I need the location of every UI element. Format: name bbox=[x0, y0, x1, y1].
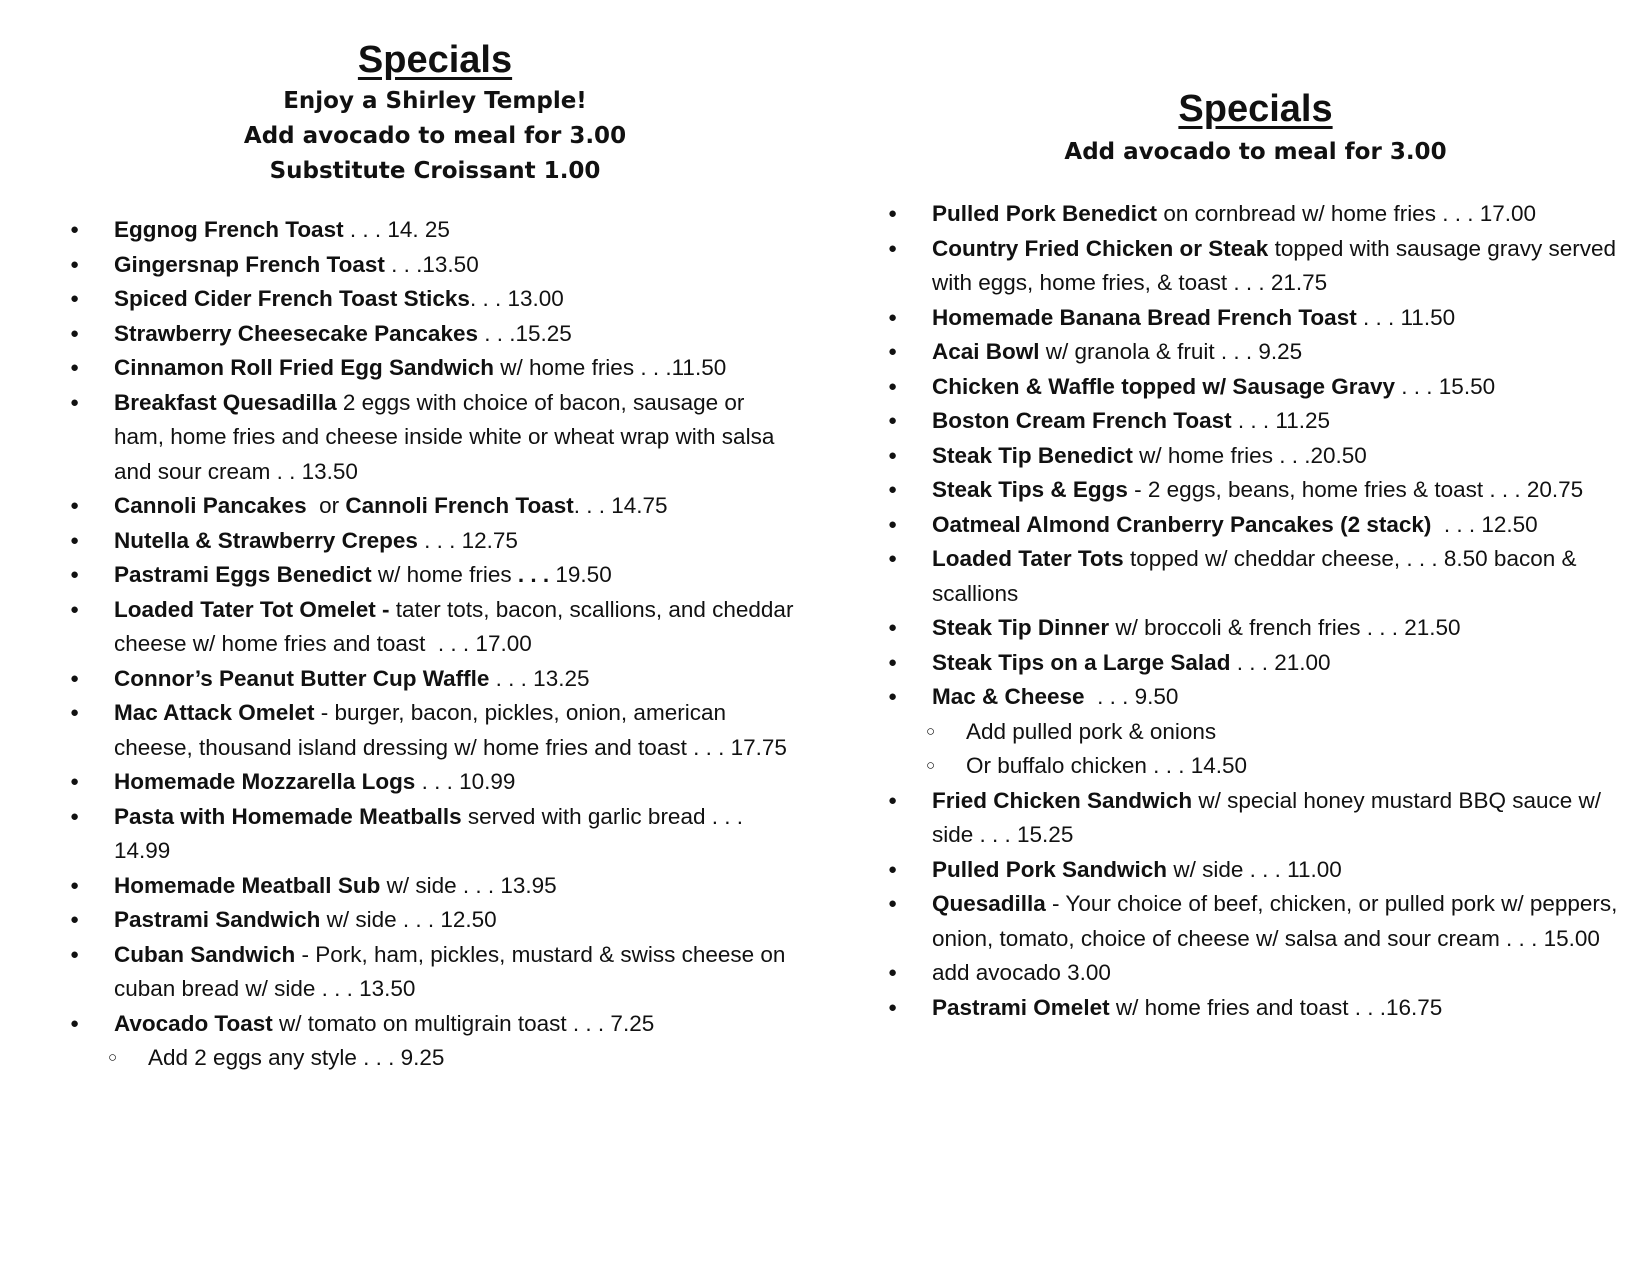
item-name: Mac & Cheese bbox=[932, 684, 1085, 709]
item-name: . . . bbox=[517, 562, 550, 587]
item-detail: w/ side . . . 12.50 bbox=[320, 907, 497, 932]
item-name: Strawberry Cheesecake Pancakes bbox=[114, 320, 478, 346]
item-detail: - Pork, ham, pickles, mustard & swiss cheese on cuban bread w/ side . . . 13.50 bbox=[114, 941, 792, 1001]
item-name: Homemade Banana Bread French Toast bbox=[932, 304, 1357, 330]
item-name: Oatmeal Almond Cranberry Pancakes (2 stack) bbox=[932, 511, 1432, 537]
menu-item bbox=[888, 232, 1623, 301]
item-detail: topped w/ cheddar cheese, . . . 8.50 bacon & scallions bbox=[932, 546, 1583, 606]
menu-item bbox=[888, 335, 1623, 370]
menu-item bbox=[70, 593, 800, 662]
sub-item: ○ Add pulled pork & onions bbox=[888, 715, 1623, 750]
menu-item bbox=[888, 784, 1623, 853]
item-name: Pastrami Sandwich bbox=[114, 907, 321, 932]
item-name: Mac Attack Omelet bbox=[114, 700, 315, 725]
item-detail: . . . 15.50 bbox=[1395, 373, 1496, 399]
left-menu-list bbox=[70, 213, 800, 1076]
item-detail: . . . 12.75 bbox=[417, 527, 518, 553]
item-detail: . . . 11.50 bbox=[1356, 304, 1456, 330]
menu-item bbox=[888, 853, 1623, 888]
item-name: Boston Cream French Toast bbox=[932, 408, 1232, 433]
menu-item bbox=[888, 542, 1623, 611]
menu-item bbox=[70, 903, 800, 938]
item-detail: . . . 14. 25 bbox=[343, 217, 450, 242]
item-detail: . . . 14.75 bbox=[573, 493, 668, 518]
item-name: Loaded Tater Tot Omelet - bbox=[114, 596, 390, 622]
menu-item bbox=[888, 404, 1623, 439]
menu-item bbox=[888, 887, 1623, 956]
item-detail: . . .15.25 bbox=[478, 320, 572, 346]
item-detail: 2 eggs with choice of bacon, sausage or ham, home fries and cheese inside white or wheat wrap with salsa and sour cream . . 13.50 bbox=[114, 389, 781, 484]
item-detail: . . . 11.25 bbox=[1231, 408, 1331, 433]
item-detail: . . . 12.50 bbox=[1431, 511, 1538, 537]
right-heading: Specials bbox=[1178, 88, 1333, 130]
item-name: Pasta with Homemade Meatballs bbox=[114, 803, 462, 829]
menu-item bbox=[70, 282, 800, 317]
item-detail: . . .13.50 bbox=[384, 251, 479, 277]
menu-item bbox=[70, 351, 800, 386]
item-detail: add avocado 3.00 bbox=[932, 960, 1111, 985]
item-name: Pastrami Eggs Benedict bbox=[114, 562, 372, 587]
menu-item bbox=[70, 800, 800, 869]
sub-list bbox=[888, 715, 1623, 784]
item-detail: served with garlic bread . . . 14.99 bbox=[114, 803, 750, 863]
item-name: Cinnamon Roll Fried Egg Sandwich bbox=[114, 355, 495, 380]
item-name: Homemade Mozzarella Logs bbox=[114, 769, 416, 794]
item-detail: topped with sausage gravy served with eggs, home fries, & toast . . . 21.75 bbox=[932, 235, 1623, 295]
item-name: Breakfast Quesadilla bbox=[114, 389, 337, 415]
left-heading: Specials bbox=[357, 39, 513, 81]
menu-item bbox=[888, 439, 1623, 474]
item-name: Steak Tip Dinner bbox=[932, 615, 1110, 640]
item-detail: w/ side . . . 11.00 bbox=[1167, 856, 1342, 882]
menu-item bbox=[888, 611, 1623, 646]
left-subhead: Add avocado to meal for 3.00 bbox=[243, 123, 627, 149]
menu-item bbox=[70, 869, 800, 904]
menu-item bbox=[888, 197, 1623, 232]
item-detail: w/ granola & fruit . . . 9.25 bbox=[1039, 339, 1303, 364]
item-detail: . . . 10.99 bbox=[415, 769, 516, 794]
item-detail: - 2 eggs, beans, home fries & toast . . . 20.75 bbox=[1127, 477, 1584, 502]
item-name: Steak Tips & Eggs bbox=[932, 477, 1128, 502]
item-detail: w/ side . . . 13.95 bbox=[380, 872, 557, 898]
menu-item bbox=[70, 213, 800, 248]
item-detail: 19.50 bbox=[549, 562, 612, 587]
item-name: Spiced Cider French Toast Sticks bbox=[114, 286, 470, 311]
menu-item bbox=[888, 680, 1623, 715]
item-name: Connor’s Peanut Butter Cup Waffle bbox=[114, 665, 490, 691]
menu-item bbox=[70, 524, 800, 559]
sub-item: ○ Add 2 eggs any style . . . 9.25 bbox=[70, 1041, 800, 1076]
item-name: Steak Tip Benedict bbox=[932, 442, 1133, 468]
sub-list bbox=[70, 1041, 800, 1076]
item-name: Fried Chicken Sandwich bbox=[932, 787, 1193, 813]
item-detail: . . . 13.25 bbox=[489, 665, 590, 691]
item-detail: w/ home fries . . .20.50 bbox=[1132, 442, 1367, 468]
left-column bbox=[70, 0, 800, 1076]
item-detail: w/ special honey mustard BBQ sauce w/ side . . . 15.25 bbox=[932, 787, 1608, 847]
item-detail: . . . 21.00 bbox=[1230, 649, 1331, 675]
item-name: Gingersnap French Toast bbox=[114, 251, 385, 277]
item-name: Eggnog French Toast bbox=[114, 217, 344, 242]
item-name: Pulled Pork Benedict bbox=[932, 201, 1158, 226]
item-name: Loaded Tater Tots bbox=[932, 546, 1124, 571]
item-name: Pastrami Omelet bbox=[932, 994, 1110, 1020]
menu-item bbox=[888, 956, 1623, 991]
item-name: Steak Tips on a Large Salad bbox=[932, 649, 1231, 675]
left-subhead: Substitute Croissant 1.00 bbox=[269, 158, 601, 184]
menu-item bbox=[888, 646, 1623, 681]
item-name: Country Fried Chicken or Steak bbox=[932, 235, 1269, 261]
item-name: Pulled Pork Sandwich bbox=[932, 856, 1168, 882]
item-detail: w/ home fries bbox=[371, 562, 518, 587]
menu-item bbox=[70, 765, 800, 800]
item-name: Cuban Sandwich bbox=[114, 941, 296, 967]
item-detail: w/ broccoli & french fries . . . 21.50 bbox=[1109, 615, 1461, 640]
menu-item bbox=[70, 1007, 800, 1042]
item-detail: on cornbread w/ home fries . . . 17.00 bbox=[1157, 201, 1537, 226]
menu-item bbox=[70, 248, 800, 283]
menu-item bbox=[70, 662, 800, 697]
item-name: Avocado Toast bbox=[114, 1010, 273, 1036]
item-detail: w/ tomato on multigrain toast . . . 7.25 bbox=[272, 1010, 655, 1036]
item-detail: w/ home fries and toast . . .16.75 bbox=[1109, 994, 1443, 1020]
left-subhead: Enjoy a Shirley Temple! bbox=[283, 88, 587, 114]
menu-item bbox=[70, 696, 800, 765]
right-menu-list bbox=[888, 197, 1623, 1025]
right-subhead: Add avocado to meal for 3.00 bbox=[1064, 139, 1447, 165]
sub-item: ○ Or buffalo chicken . . . 14.50 bbox=[888, 749, 1623, 784]
menu-item bbox=[70, 386, 800, 490]
left-subheads bbox=[70, 84, 800, 189]
menu-item bbox=[70, 558, 800, 593]
menu-item bbox=[888, 301, 1623, 336]
item-detail: tater tots, bacon, scallions, and cheddar cheese w/ home fries and toast . . . 17.00 bbox=[114, 596, 800, 656]
menu-item bbox=[888, 370, 1623, 405]
item-detail: - Your choice of beef, chicken, or pulled pork w/ peppers, onion, tomato, choice of cheese w/ salsa and sour cream . . . 15.00 bbox=[932, 891, 1624, 951]
menu-item bbox=[70, 938, 800, 1007]
item-detail: or bbox=[306, 493, 346, 518]
item-detail: w/ home fries . . .11.50 bbox=[494, 355, 727, 380]
menu-item bbox=[888, 508, 1623, 543]
item-name: Chicken & Waffle topped w/ Sausage Gravy bbox=[932, 373, 1396, 399]
menu-item bbox=[70, 489, 800, 524]
item-detail: . . . 13.00 bbox=[469, 286, 564, 311]
item-name: Homemade Meatball Sub bbox=[114, 872, 381, 898]
item-detail: . . . 9.50 bbox=[1084, 684, 1179, 709]
menu-item bbox=[888, 991, 1623, 1026]
menu-item bbox=[70, 317, 800, 352]
item-name: Cannoli Pancakes bbox=[114, 493, 307, 518]
menu-item bbox=[888, 473, 1623, 508]
right-column bbox=[888, 0, 1623, 1025]
item-name: Quesadilla bbox=[932, 891, 1046, 916]
item-name: Nutella & Strawberry Crepes bbox=[114, 527, 418, 553]
item-name: Acai Bowl bbox=[932, 339, 1040, 364]
right-subheads bbox=[888, 135, 1623, 170]
item-detail: - burger, bacon, pickles, onion, american cheese, thousand island dressing w/ home fries and toast . . . 17.75 bbox=[114, 700, 787, 760]
item-name: Cannoli French Toast bbox=[345, 493, 574, 518]
